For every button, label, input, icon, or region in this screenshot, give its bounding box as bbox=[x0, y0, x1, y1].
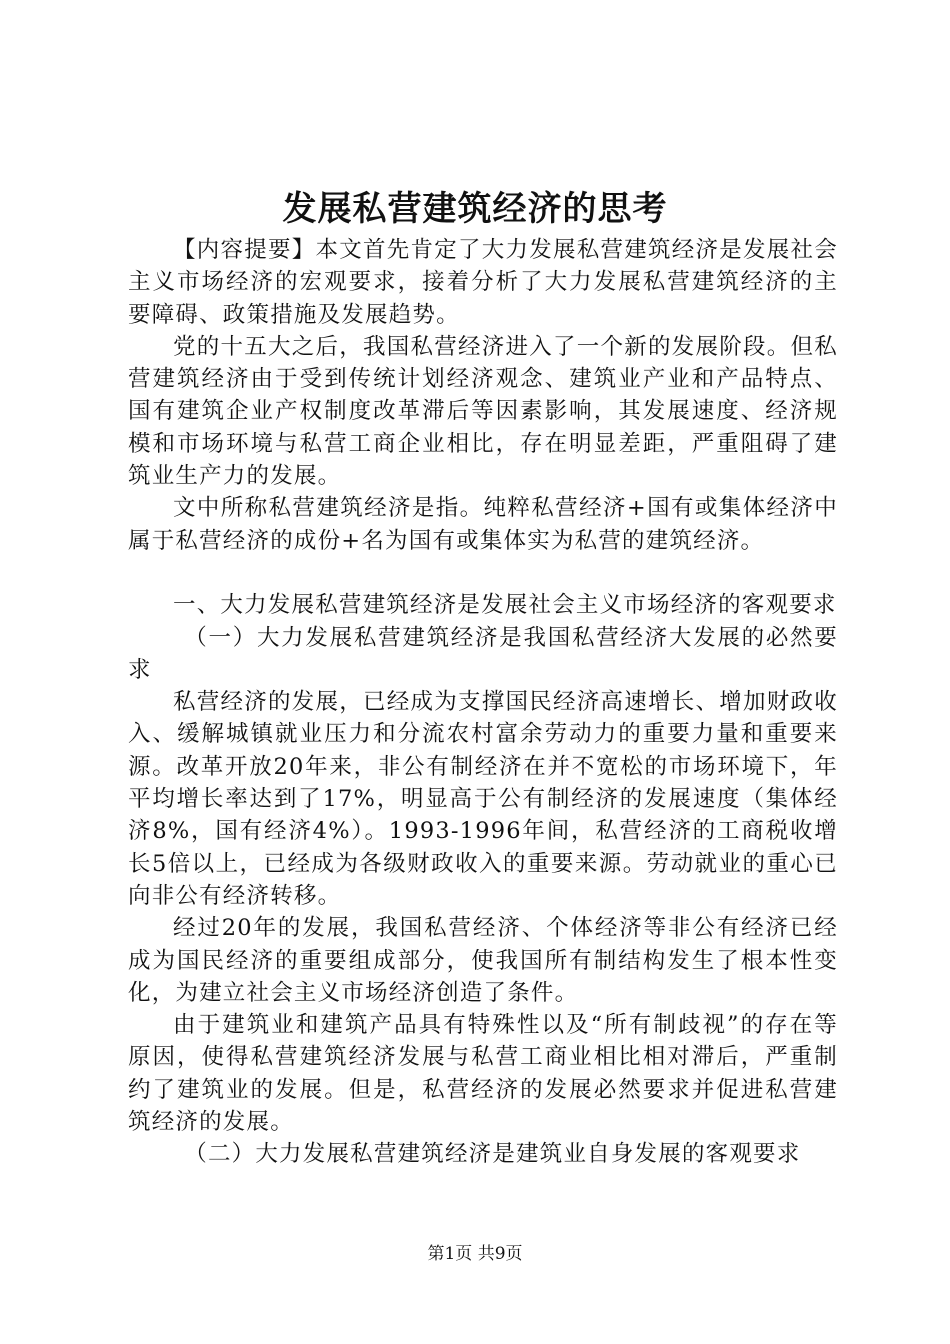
body-paragraph: 经过20年的发展，我国私营经济、个体经济等非公有经济已经成为国民经济的重要组成部分，使我国所有制结构发生了根本性变化，为建立社会主义市场经济创造了条件。 bbox=[128, 915, 838, 1006]
abstract-paragraph: 【内容提要】本文首先肯定了大力发展私营建筑经济是发展社会主义市场经济的宏观要求，接着分析了大力发展私营建筑经济的主要障碍、政策措施及发展趋势。 bbox=[128, 237, 838, 328]
body-paragraph: 由于建筑业和建筑产品具有特殊性以及“所有制歧视”的存在等原因，使得私营建筑经济发展与私营工商业相比相对滞后，严重制约了建筑业的发展。但是，私营经济的发展必然要求并促进私营建筑经济的发展。 bbox=[128, 1012, 838, 1136]
body-paragraph: 私营经济的发展，已经成为支撑国民经济高速增长、增加财政收入、缓解城镇就业压力和分流农村富余劳动力的重要力量和重要来源。改革开放20年来，非公有制经济在并不宽松的市场环境下，年平均增长率达到了17%，明显高于公有制经济的发展速度（集体经济8%，国有经济4%）。1993-1996年间，私营经济的工商税收增长5倍以上，已经成为各级财政收入的重要来源。劳动就业的重心已向非公有经济转移。 bbox=[128, 689, 838, 909]
section-heading: 一、大力发展私营建筑经济是发展社会主义市场经济的客观要求 bbox=[173, 592, 837, 619]
paragraph-spacer bbox=[128, 557, 838, 589]
body-paragraph: 党的十五大之后，我国私营经济进入了一个新的发展阶段。但私营建筑经济由于受到传统计划经济观念、建筑业产业和产品特点、国有建筑企业产权制度改革滞后等因素影响，其发展速度、经济规模和市场环境与私营工商企业相比，存在明显差距，严重阻碍了建筑业生产力的发展。 bbox=[128, 333, 838, 490]
subsection-heading: （一）大力发展私营建筑经济是我国私营经济大发展的必然要求 bbox=[128, 624, 838, 683]
document-title: 发展私营建筑经济的思考 bbox=[282, 189, 668, 229]
page-footer: 第1页 共9页 bbox=[427, 1244, 523, 1264]
body-paragraph: 文中所称私营建筑经济是指。纯粹私营经济+国有或集体经济中属于私营经济的成份+名为国有或集体实为私营的建筑经济。 bbox=[128, 495, 838, 554]
document-body bbox=[128, 234, 838, 1171]
subsection-heading: （二）大力发展私营建筑经济是建筑业自身发展的客观要求 bbox=[184, 1141, 801, 1168]
